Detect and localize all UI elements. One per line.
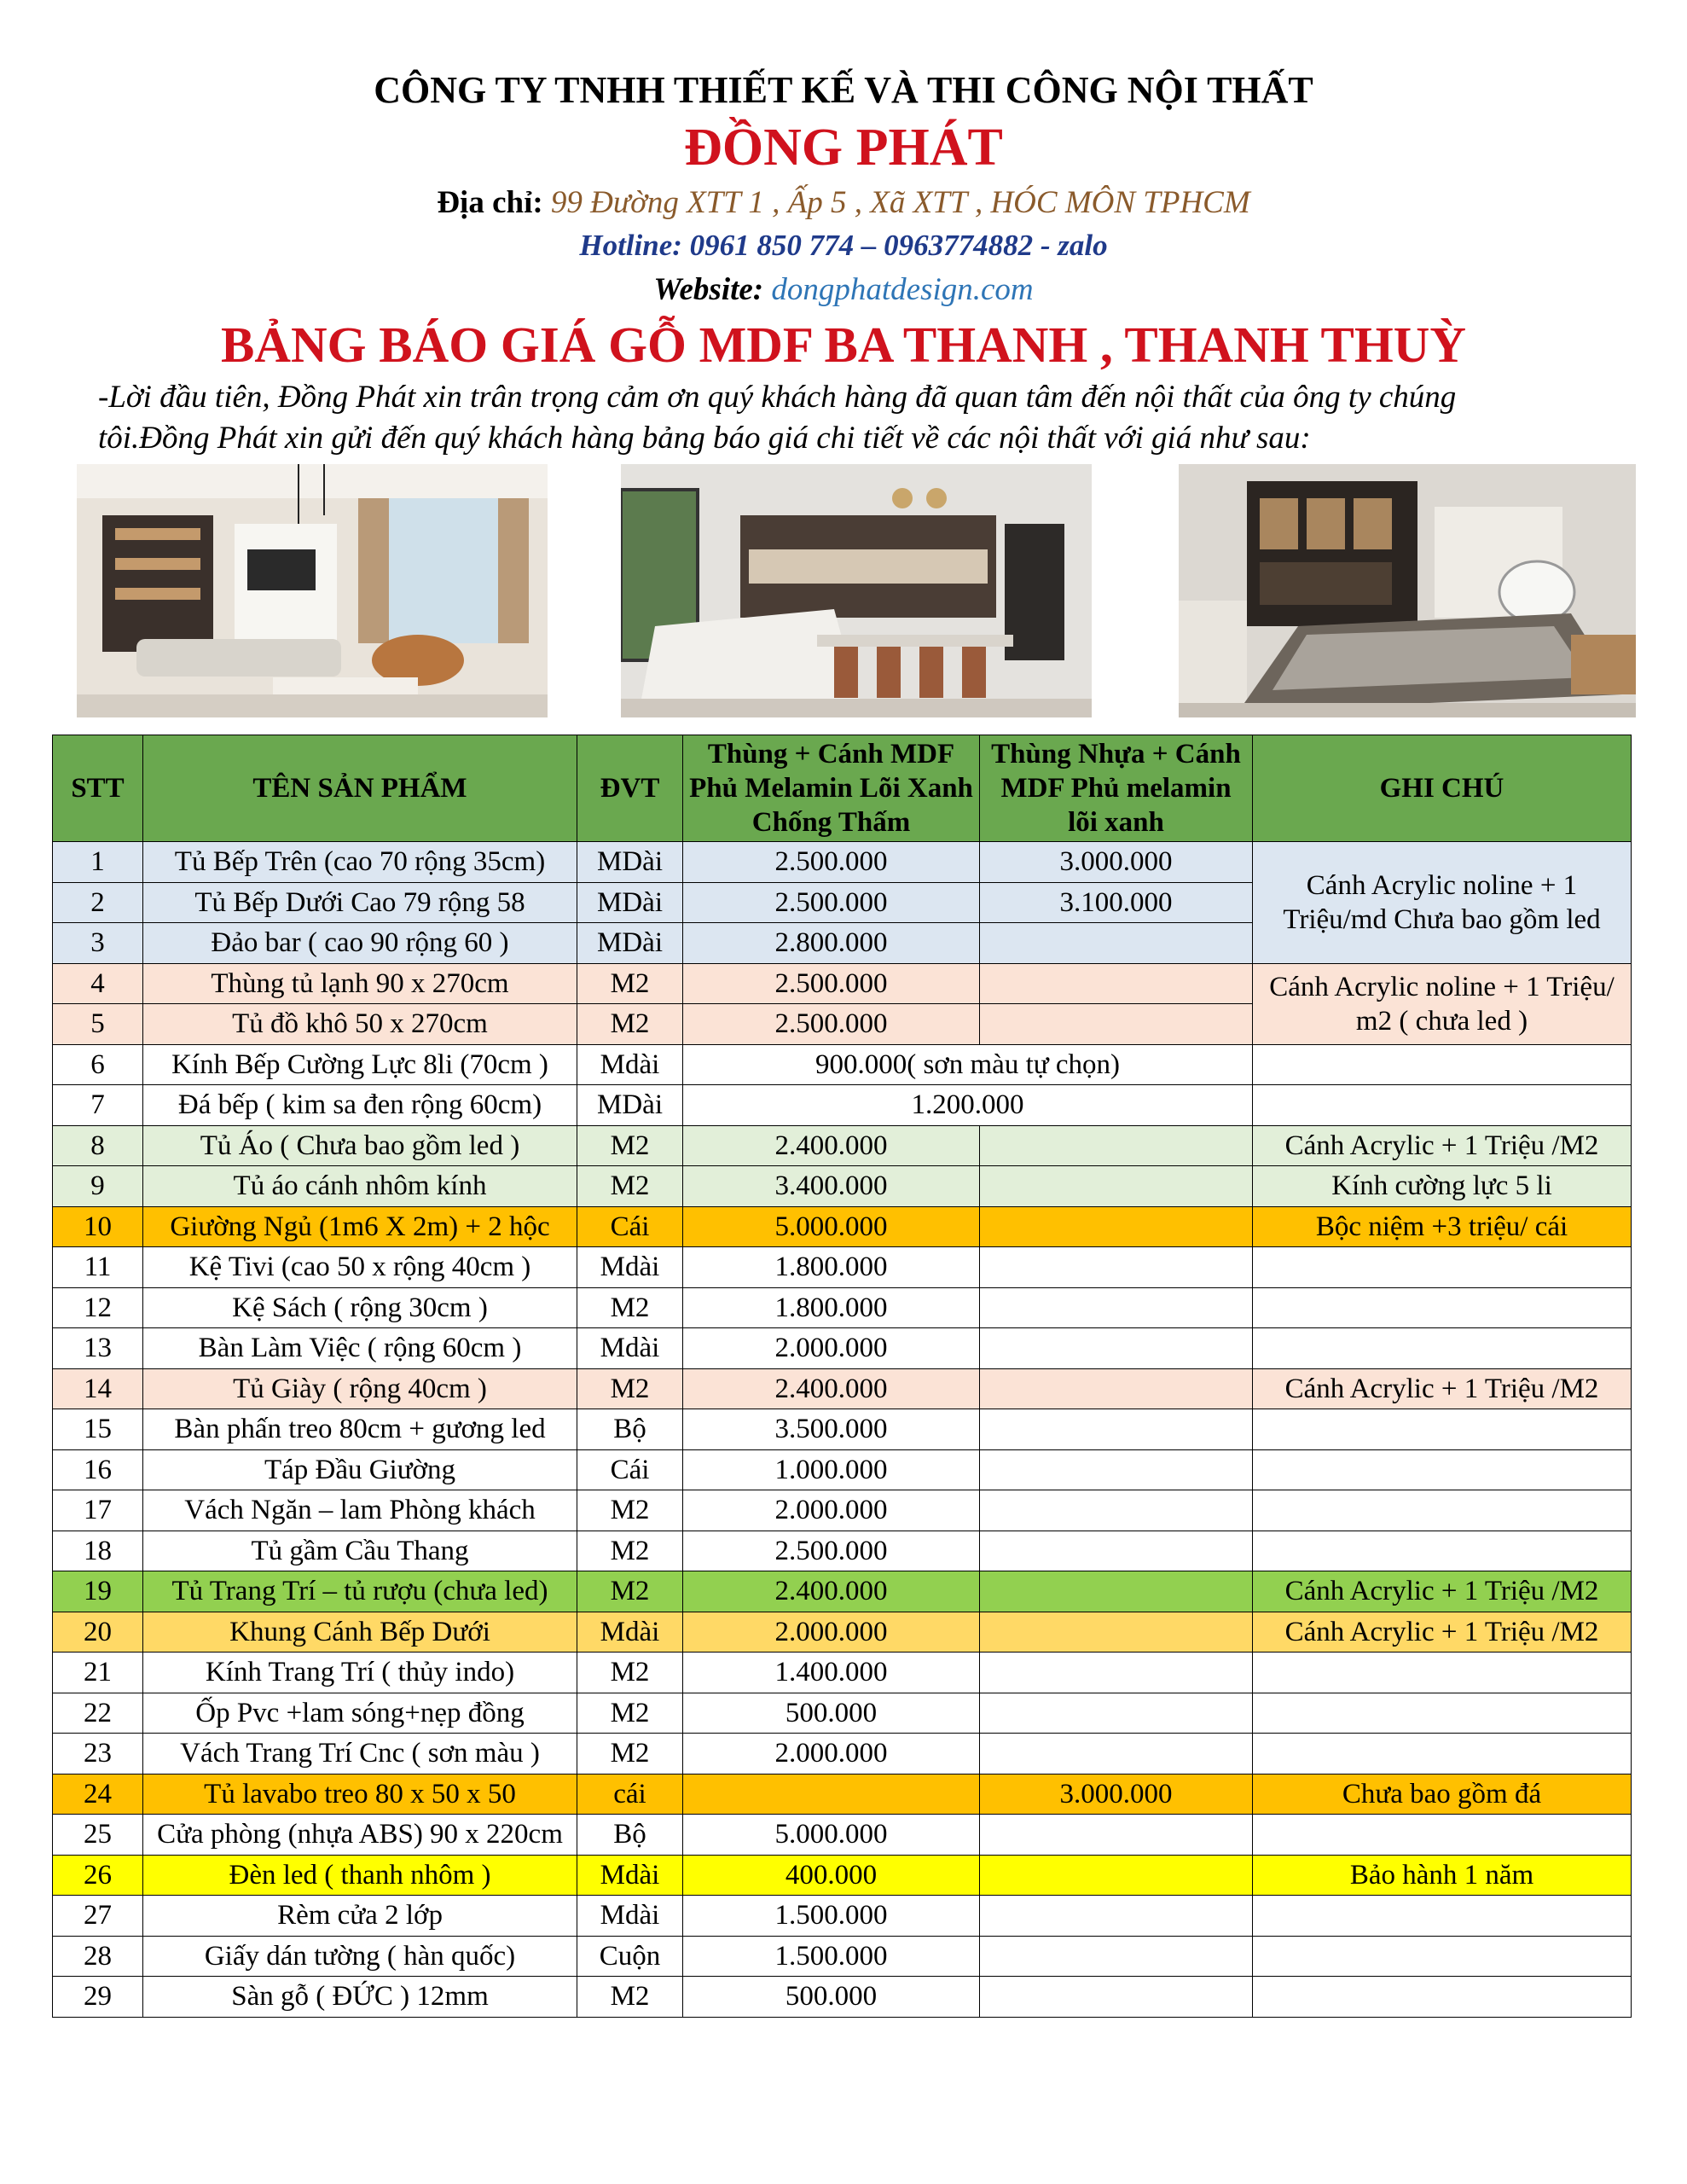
cell-stt: 9	[53, 1166, 143, 1207]
cell-plastic-price	[980, 1449, 1253, 1490]
cell-product-name: Bàn Làm Việc ( rộng 60cm )	[143, 1328, 577, 1369]
cell-product-name: Cửa phòng (nhựa ABS) 90 x 220cm	[143, 1815, 577, 1856]
cell-plastic-price	[980, 1977, 1253, 2018]
column-header-mdf-price: Thùng + Cánh MDF Phủ Melamin Lõi Xanh Chống Thấm	[683, 735, 980, 842]
cell-unit: Mdài	[577, 1044, 683, 1085]
cell-mdf-price: 1.800.000	[683, 1247, 980, 1288]
cell-note	[1253, 1409, 1632, 1450]
cell-plastic-price	[980, 1571, 1253, 1612]
cell-note	[1253, 1287, 1632, 1328]
intro-line: -Lời đầu tiên, Đồng Phát xin trân trọng cảm ơn quý khách hàng đã quan tâm đến nội thất của ông ty chúng	[98, 380, 1457, 415]
cell-mdf-price: 2.800.000	[683, 923, 980, 964]
address-label: Địa chỉ:	[437, 185, 543, 220]
cell-product-name: Tủ Bếp Dưới Cao 79 rộng 58	[143, 882, 577, 923]
cell-stt: 24	[53, 1774, 143, 1815]
cell-plastic-price	[980, 1653, 1253, 1693]
company-name: CÔNG TY TNHH THIẾT KẾ VÀ THI CÔNG NỘI THẤT	[374, 69, 1313, 111]
table-row	[53, 1774, 1632, 1815]
table-row	[53, 842, 1632, 883]
cell-mdf-price: 2.500.000	[683, 1531, 980, 1571]
cell-stt: 19	[53, 1571, 143, 1612]
cell-stt: 8	[53, 1125, 143, 1166]
price-table	[52, 735, 1632, 2018]
cell-note: Cánh Acrylic noline + 1 Triệu/md Chưa bao gồm led	[1253, 842, 1632, 964]
cell-plastic-price: 3.000.000	[980, 842, 1253, 883]
cell-stt: 13	[53, 1328, 143, 1369]
cell-plastic-price	[980, 1206, 1253, 1247]
cell-unit: M2	[577, 1287, 683, 1328]
cell-unit: M2	[577, 1693, 683, 1734]
cell-note	[1253, 1815, 1632, 1856]
cell-product-name: Ốp Pvc +lam sóng+nẹp đồng	[143, 1693, 577, 1734]
cell-note: Bảo hành 1 năm	[1253, 1855, 1632, 1896]
table-row	[53, 1734, 1632, 1774]
cell-unit: M2	[577, 1977, 683, 2018]
website-line	[0, 271, 1687, 308]
cell-unit: M2	[577, 1368, 683, 1409]
cell-product-name: Đèn led ( thanh nhôm )	[143, 1855, 577, 1896]
cell-product-name: Giấy dán tường ( hàn quốc)	[143, 1936, 577, 1977]
table-row	[53, 1166, 1632, 1207]
table-row	[53, 1693, 1632, 1734]
cell-stt: 5	[53, 1004, 143, 1045]
cell-note: Cánh Acrylic + 1 Triệu /M2	[1253, 1571, 1632, 1612]
cell-stt: 21	[53, 1653, 143, 1693]
cell-stt: 7	[53, 1085, 143, 1126]
cell-mdf-price: 3.500.000	[683, 1409, 980, 1450]
price-list-title: BẢNG BÁO GIÁ GỖ MDF BA THANH , THANH THUỲ	[221, 317, 1466, 373]
cell-stt: 4	[53, 963, 143, 1004]
cell-unit: Cái	[577, 1206, 683, 1247]
table-row	[53, 1328, 1632, 1369]
cell-product-name: Khung Cánh Bếp Dưới	[143, 1612, 577, 1653]
cell-stt: 16	[53, 1449, 143, 1490]
cell-stt: 26	[53, 1855, 143, 1896]
kitchen-dining-photo	[621, 464, 1092, 717]
cell-product-name: Tủ Áo ( Chưa bao gồm led )	[143, 1125, 577, 1166]
cell-note: Kính cường lực 5 li	[1253, 1166, 1632, 1207]
table-row	[53, 1206, 1632, 1247]
cell-note: Bộc niệm +3 triệu/ cái	[1253, 1206, 1632, 1247]
cell-unit: Mdài	[577, 1896, 683, 1937]
intro-paragraph	[98, 377, 1565, 459]
cell-plastic-price	[980, 1125, 1253, 1166]
cell-mdf-price: 2.000.000	[683, 1734, 980, 1774]
cell-product-name: Kệ Sách ( rộng 30cm )	[143, 1287, 577, 1328]
cell-mdf-price: 2.000.000	[683, 1490, 980, 1531]
cell-product-name: Tủ gầm Cầu Thang	[143, 1531, 577, 1571]
cell-mdf-price: 5.000.000	[683, 1815, 980, 1856]
cell-plastic-price	[980, 923, 1253, 964]
cell-product-name: Tủ đồ khô 50 x 270cm	[143, 1004, 577, 1045]
cell-note	[1253, 1734, 1632, 1774]
cell-product-name: Tủ Trang Trí – tủ rượu (chưa led)	[143, 1571, 577, 1612]
cell-stt: 20	[53, 1612, 143, 1653]
table-row	[53, 1936, 1632, 1977]
cell-mdf-price: 3.400.000	[683, 1166, 980, 1207]
website-label: Website:	[653, 272, 764, 307]
cell-unit: Bộ	[577, 1815, 683, 1856]
cell-note	[1253, 1936, 1632, 1977]
cell-note: Cánh Acrylic + 1 Triệu /M2	[1253, 1125, 1632, 1166]
table-row	[53, 1085, 1632, 1126]
hotline: Hotline: 0961 850 774 – 0963774882 - zalo	[579, 229, 1108, 262]
address-line	[0, 184, 1687, 221]
cell-mdf-price: 500.000	[683, 1977, 980, 2018]
cell-unit: Cuộn	[577, 1936, 683, 1977]
cell-plastic-price	[980, 1734, 1253, 1774]
table-row	[53, 1531, 1632, 1571]
cell-product-name: Đảo bar ( cao 90 rộng 60 )	[143, 923, 577, 964]
cell-product-name: Táp Đầu Giường	[143, 1449, 577, 1490]
cell-note	[1253, 1693, 1632, 1734]
cell-mdf-price: 2.000.000	[683, 1612, 980, 1653]
cell-unit: Mdài	[577, 1328, 683, 1369]
cell-stt: 18	[53, 1531, 143, 1571]
column-header-unit: ĐVT	[577, 735, 683, 842]
cell-product-name: Vách Trang Trí Cnc ( sơn màu )	[143, 1734, 577, 1774]
cell-plastic-price: 3.100.000	[980, 882, 1253, 923]
cell-note	[1253, 1977, 1632, 2018]
column-header-stt: STT	[53, 735, 143, 842]
cell-plastic-price	[980, 1490, 1253, 1531]
cell-mdf-price	[683, 1774, 980, 1815]
cell-product-name: Tủ Bếp Trên (cao 70 rộng 35cm)	[143, 842, 577, 883]
cell-unit: M2	[577, 1571, 683, 1612]
cell-stt: 2	[53, 882, 143, 923]
table-row	[53, 1044, 1632, 1085]
cell-note: Cánh Acrylic noline + 1 Triệu/ m2 ( chưa led )	[1253, 963, 1632, 1044]
cell-product-name: Giường Ngủ (1m6 X 2m) + 2 hộc	[143, 1206, 577, 1247]
cell-unit: M2	[577, 1653, 683, 1693]
cell-product-name: Tủ áo cánh nhôm kính	[143, 1166, 577, 1207]
table-row	[53, 1490, 1632, 1531]
cell-product-name: Kính Trang Trí ( thủy indo)	[143, 1653, 577, 1693]
cell-product-name: Sàn gỗ ( ĐỨC ) 12mm	[143, 1977, 577, 2018]
cell-stt: 28	[53, 1936, 143, 1977]
cell-unit: M2	[577, 1004, 683, 1045]
table-row	[53, 1977, 1632, 2018]
cell-mdf-price: 2.500.000	[683, 842, 980, 883]
table-row	[53, 1449, 1632, 1490]
table-row	[53, 1896, 1632, 1937]
cell-stt: 29	[53, 1977, 143, 2018]
cell-stt: 11	[53, 1247, 143, 1288]
table-row	[53, 1815, 1632, 1856]
cell-product-name: Thùng tủ lạnh 90 x 270cm	[143, 963, 577, 1004]
website-link[interactable]: dongphatdesign.com	[771, 272, 1034, 307]
table-row	[53, 1855, 1632, 1896]
cell-mdf-price: 1.000.000	[683, 1449, 980, 1490]
bedroom-photo	[1179, 464, 1636, 717]
cell-mdf-price: 1.400.000	[683, 1653, 980, 1693]
cell-stt: 22	[53, 1693, 143, 1734]
cell-unit: Mdài	[577, 1855, 683, 1896]
intro-line: tôi.Đồng Phát xin gửi đến quý khách hàng bảng báo giá chi tiết về các nội thất với giá như sau:	[98, 421, 1311, 456]
cell-plastic-price	[980, 963, 1253, 1004]
cell-mdf-price: 2.500.000	[683, 963, 980, 1004]
cell-mdf-price: 1.500.000	[683, 1936, 980, 1977]
cell-mdf-price: 2.500.000	[683, 882, 980, 923]
cell-plastic-price	[980, 1896, 1253, 1937]
cell-unit: Mdài	[577, 1612, 683, 1653]
cell-product-name: Rèm cửa 2 lớp	[143, 1896, 577, 1937]
cell-unit: Mdài	[577, 1247, 683, 1288]
cell-stt: 3	[53, 923, 143, 964]
cell-unit: MDài	[577, 1085, 683, 1126]
cell-plastic-price	[980, 1328, 1253, 1369]
table-row	[53, 1247, 1632, 1288]
cell-plastic-price	[980, 1004, 1253, 1045]
cell-stt: 10	[53, 1206, 143, 1247]
cell-note	[1253, 1044, 1632, 1085]
cell-note	[1253, 1653, 1632, 1693]
cell-unit: M2	[577, 1531, 683, 1571]
cell-mdf-price: 2.400.000	[683, 1125, 980, 1166]
cell-plastic-price	[980, 1815, 1253, 1856]
cell-note	[1253, 1449, 1632, 1490]
cell-stt: 17	[53, 1490, 143, 1531]
cell-stt: 6	[53, 1044, 143, 1085]
living-room-photo	[77, 464, 548, 717]
cell-note	[1253, 1490, 1632, 1531]
cell-note	[1253, 1531, 1632, 1571]
cell-stt: 23	[53, 1734, 143, 1774]
table-row	[53, 1653, 1632, 1693]
cell-stt: 12	[53, 1287, 143, 1328]
cell-plastic-price	[980, 1531, 1253, 1571]
table-row	[53, 1571, 1632, 1612]
cell-mdf-price: 5.000.000	[683, 1206, 980, 1247]
cell-note	[1253, 1896, 1632, 1937]
cell-mdf-price: 1.800.000	[683, 1287, 980, 1328]
cell-mdf-price: 400.000	[683, 1855, 980, 1896]
cell-product-name: Tủ Giày ( rộng 40cm )	[143, 1368, 577, 1409]
cell-merged-price: 900.000( sơn màu tự chọn)	[683, 1044, 1253, 1085]
cell-plastic-price	[980, 1693, 1253, 1734]
table-row	[53, 1368, 1632, 1409]
cell-unit: Bộ	[577, 1409, 683, 1450]
cell-mdf-price: 2.000.000	[683, 1328, 980, 1369]
cell-plastic-price	[980, 1409, 1253, 1450]
cell-stt: 14	[53, 1368, 143, 1409]
cell-product-name: Kệ Tivi (cao 50 x rộng 40cm )	[143, 1247, 577, 1288]
cell-plastic-price	[980, 1166, 1253, 1207]
cell-unit: MDài	[577, 882, 683, 923]
cell-product-name: Bàn phấn treo 80cm + gương led	[143, 1409, 577, 1450]
cell-stt: 15	[53, 1409, 143, 1450]
cell-note	[1253, 1247, 1632, 1288]
cell-unit: M2	[577, 1490, 683, 1531]
cell-note	[1253, 1328, 1632, 1369]
cell-unit: M2	[577, 1125, 683, 1166]
cell-mdf-price: 1.500.000	[683, 1896, 980, 1937]
cell-stt: 25	[53, 1815, 143, 1856]
cell-plastic-price	[980, 1936, 1253, 1977]
cell-plastic-price	[980, 1612, 1253, 1653]
address-value: 99 Đường XTT 1 , Ấp 5 , Xã XTT , HÓC MÔN TPHCM	[550, 185, 1250, 220]
cell-mdf-price: 500.000	[683, 1693, 980, 1734]
cell-plastic-price	[980, 1287, 1253, 1328]
cell-unit: M2	[577, 963, 683, 1004]
table-header-row	[53, 735, 1632, 842]
cell-stt: 1	[53, 842, 143, 883]
cell-unit: MDài	[577, 842, 683, 883]
table-row	[53, 1612, 1632, 1653]
cell-plastic-price	[980, 1855, 1253, 1896]
cell-unit: M2	[577, 1734, 683, 1774]
table-row	[53, 963, 1632, 1004]
cell-note: Cánh Acrylic + 1 Triệu /M2	[1253, 1612, 1632, 1653]
table-row	[53, 1125, 1632, 1166]
cell-unit: Cái	[577, 1449, 683, 1490]
cell-note: Cánh Acrylic + 1 Triệu /M2	[1253, 1368, 1632, 1409]
cell-unit: MDài	[577, 923, 683, 964]
cell-plastic-price	[980, 1247, 1253, 1288]
cell-product-name: Kính Bếp Cường Lực 8li (70cm )	[143, 1044, 577, 1085]
cell-mdf-price: 2.400.000	[683, 1368, 980, 1409]
column-header-note: GHI CHÚ	[1253, 735, 1632, 842]
cell-merged-price: 1.200.000	[683, 1085, 1253, 1126]
cell-product-name: Vách Ngăn – lam Phòng khách	[143, 1490, 577, 1531]
cell-mdf-price: 2.400.000	[683, 1571, 980, 1612]
cell-note: Chưa bao gồm đá	[1253, 1774, 1632, 1815]
brand-name: ĐỒNG PHÁT	[684, 119, 1003, 177]
table-row	[53, 1287, 1632, 1328]
cell-note	[1253, 1085, 1632, 1126]
cell-unit: M2	[577, 1166, 683, 1207]
cell-plastic-price: 3.000.000	[980, 1774, 1253, 1815]
cell-product-name: Đá bếp ( kim sa đen rộng 60cm)	[143, 1085, 577, 1126]
cell-product-name: Tủ lavabo treo 80 x 50 x 50	[143, 1774, 577, 1815]
cell-plastic-price	[980, 1368, 1253, 1409]
table-row	[53, 1409, 1632, 1450]
cell-mdf-price: 2.500.000	[683, 1004, 980, 1045]
column-header-product-name: TÊN SẢN PHẨM	[143, 735, 577, 842]
cell-stt: 27	[53, 1896, 143, 1937]
column-header-plastic-price: Thùng Nhựa + Cánh MDF Phủ melamin lõi xanh	[980, 735, 1253, 842]
cell-unit: cái	[577, 1774, 683, 1815]
